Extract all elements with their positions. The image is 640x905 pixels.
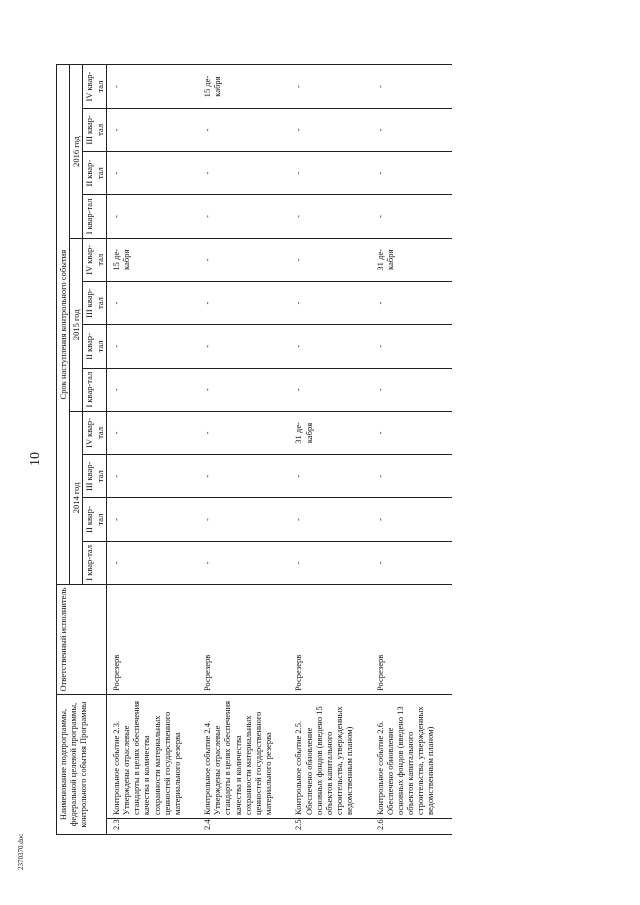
header-year-2016: 2016 год bbox=[70, 65, 83, 238]
header-quarter-cell: III квар-тал bbox=[83, 455, 106, 498]
rotated-table-container bbox=[56, 65, 622, 835]
row-number: 2.4. bbox=[198, 819, 289, 835]
quarter-value-cell: - bbox=[106, 368, 198, 411]
header-quarter-cell: I квар-тал bbox=[83, 368, 106, 411]
header-quarter-cell: IV квар-тал bbox=[83, 411, 106, 454]
page-number: 10 bbox=[28, 452, 43, 466]
row-number: 2.3. bbox=[106, 819, 198, 835]
quarter-value-cell: - bbox=[106, 411, 198, 454]
header-quarter-cell: III квар-тал bbox=[83, 281, 106, 324]
quarter-value-cell: 31 де-кабря bbox=[289, 411, 370, 454]
quarter-value-cell: - bbox=[198, 152, 289, 195]
table-row bbox=[106, 65, 198, 835]
quarter-value-cell: - bbox=[106, 108, 198, 151]
quarter-value-cell: - bbox=[371, 281, 452, 324]
quarter-value-cell: - bbox=[289, 65, 370, 108]
control-events-table bbox=[56, 64, 452, 835]
quarter-value-cell: - bbox=[289, 281, 370, 324]
row-number: 2.5. bbox=[289, 819, 370, 835]
quarter-value-cell: - bbox=[371, 455, 452, 498]
quarter-value-cell: - bbox=[371, 411, 452, 454]
control-event-name: Контрольное событие 2.6. Обеспечено обновление основных фондов (введено 13 объектов капитального строительства, утвержденных ведомственным планом) bbox=[371, 695, 452, 819]
document-filename: 2370370.doc bbox=[17, 833, 25, 870]
quarter-value-cell: - bbox=[106, 325, 198, 368]
header-year-2014: 2014 год bbox=[70, 411, 83, 584]
quarter-value-cell: - bbox=[289, 152, 370, 195]
quarter-value-cell: - bbox=[106, 195, 198, 238]
control-event-name: Контрольное событие 2.5. Обеспечено обновление основных фондов (введено 15 объектов капитального строительства, утвержденных ведомственным планом) bbox=[289, 695, 370, 819]
quarter-value-cell: - bbox=[106, 498, 198, 541]
header-quarter-cell: II квар-тал bbox=[83, 498, 106, 541]
header-year-2015: 2015 год bbox=[70, 238, 83, 411]
quarter-value-cell: - bbox=[198, 411, 289, 454]
control-event-name: Контрольное событие 2.4. Утверждены отраслевые стандарты в целях обеспечения качества и количества сохранности материальных ценностей государственного материального резерва bbox=[198, 695, 289, 819]
quarter-value-cell: - bbox=[289, 541, 370, 584]
responsible-executor: Росрезерв bbox=[198, 585, 289, 695]
quarter-value-cell: - bbox=[371, 108, 452, 151]
quarter-value-cell: - bbox=[289, 108, 370, 151]
quarter-value-cell: - bbox=[289, 368, 370, 411]
header-executor-column: Ответственный исполнитель bbox=[57, 585, 107, 695]
header-quarter-cell: IV квар-тал bbox=[83, 65, 106, 108]
header-quarter-cell: II квар-тал bbox=[83, 152, 106, 195]
quarter-value-cell: - bbox=[106, 281, 198, 324]
quarter-value-cell: - bbox=[198, 541, 289, 584]
quarter-value-cell: - bbox=[289, 325, 370, 368]
quarter-value-cell: - bbox=[289, 195, 370, 238]
quarter-value-cell: - bbox=[289, 238, 370, 281]
header-period-column: Срок наступления контрольного события bbox=[57, 65, 70, 585]
quarter-value-cell: - bbox=[371, 498, 452, 541]
quarter-value-cell: - bbox=[198, 498, 289, 541]
header-quarter-cell: II квар-тал bbox=[83, 325, 106, 368]
quarter-value-cell: - bbox=[106, 65, 198, 108]
quarter-value-cell: - bbox=[289, 498, 370, 541]
row-number: 2.6. bbox=[371, 819, 452, 835]
quarter-value-cell: - bbox=[106, 541, 198, 584]
quarter-value-cell: - bbox=[371, 152, 452, 195]
quarter-value-cell: - bbox=[198, 325, 289, 368]
table-row bbox=[198, 65, 289, 835]
quarter-value-cell: - bbox=[198, 195, 289, 238]
header-quarter-cell: I квар-тал bbox=[83, 195, 106, 238]
quarter-value-cell: - bbox=[371, 325, 452, 368]
responsible-executor: Росрезерв bbox=[289, 585, 370, 695]
quarter-value-cell: - bbox=[198, 108, 289, 151]
quarter-value-cell: - bbox=[289, 455, 370, 498]
header-quarter-cell: IV квар-тал bbox=[83, 238, 106, 281]
quarter-value-cell: - bbox=[371, 195, 452, 238]
quarter-value-cell: - bbox=[198, 281, 289, 324]
table-row bbox=[371, 65, 452, 835]
table-row bbox=[289, 65, 370, 835]
quarter-value-cell: - bbox=[371, 541, 452, 584]
quarter-value-cell: - bbox=[198, 368, 289, 411]
quarter-value-cell: - bbox=[371, 368, 452, 411]
quarter-value-cell: 15 де-кабря bbox=[198, 65, 289, 108]
quarter-value-cell: - bbox=[371, 65, 452, 108]
quarter-value-cell: - bbox=[106, 455, 198, 498]
control-event-name: Контрольное событие 2.3. Утверждены отраслевые стандарты в целях обеспечения качества и количества сохранности материальных ценностей государственного материального резерва bbox=[106, 695, 198, 819]
responsible-executor: Росрезерв bbox=[371, 585, 452, 695]
header-name-column: Наименование подпрограммы, федеральной целевой программы, контрольного события Программы bbox=[57, 695, 107, 835]
quarter-value-cell: - bbox=[198, 455, 289, 498]
quarter-value-cell: 31 де-кабря bbox=[371, 238, 452, 281]
quarter-value-cell: - bbox=[106, 152, 198, 195]
header-quarter-cell: III квар-тал bbox=[83, 108, 106, 151]
table-body bbox=[106, 65, 451, 835]
responsible-executor: Росрезерв bbox=[106, 585, 198, 695]
quarter-value-cell: 15 де-кабря bbox=[106, 238, 198, 281]
quarter-value-cell: - bbox=[198, 238, 289, 281]
header-quarter-cell: I квар-тал bbox=[83, 541, 106, 584]
